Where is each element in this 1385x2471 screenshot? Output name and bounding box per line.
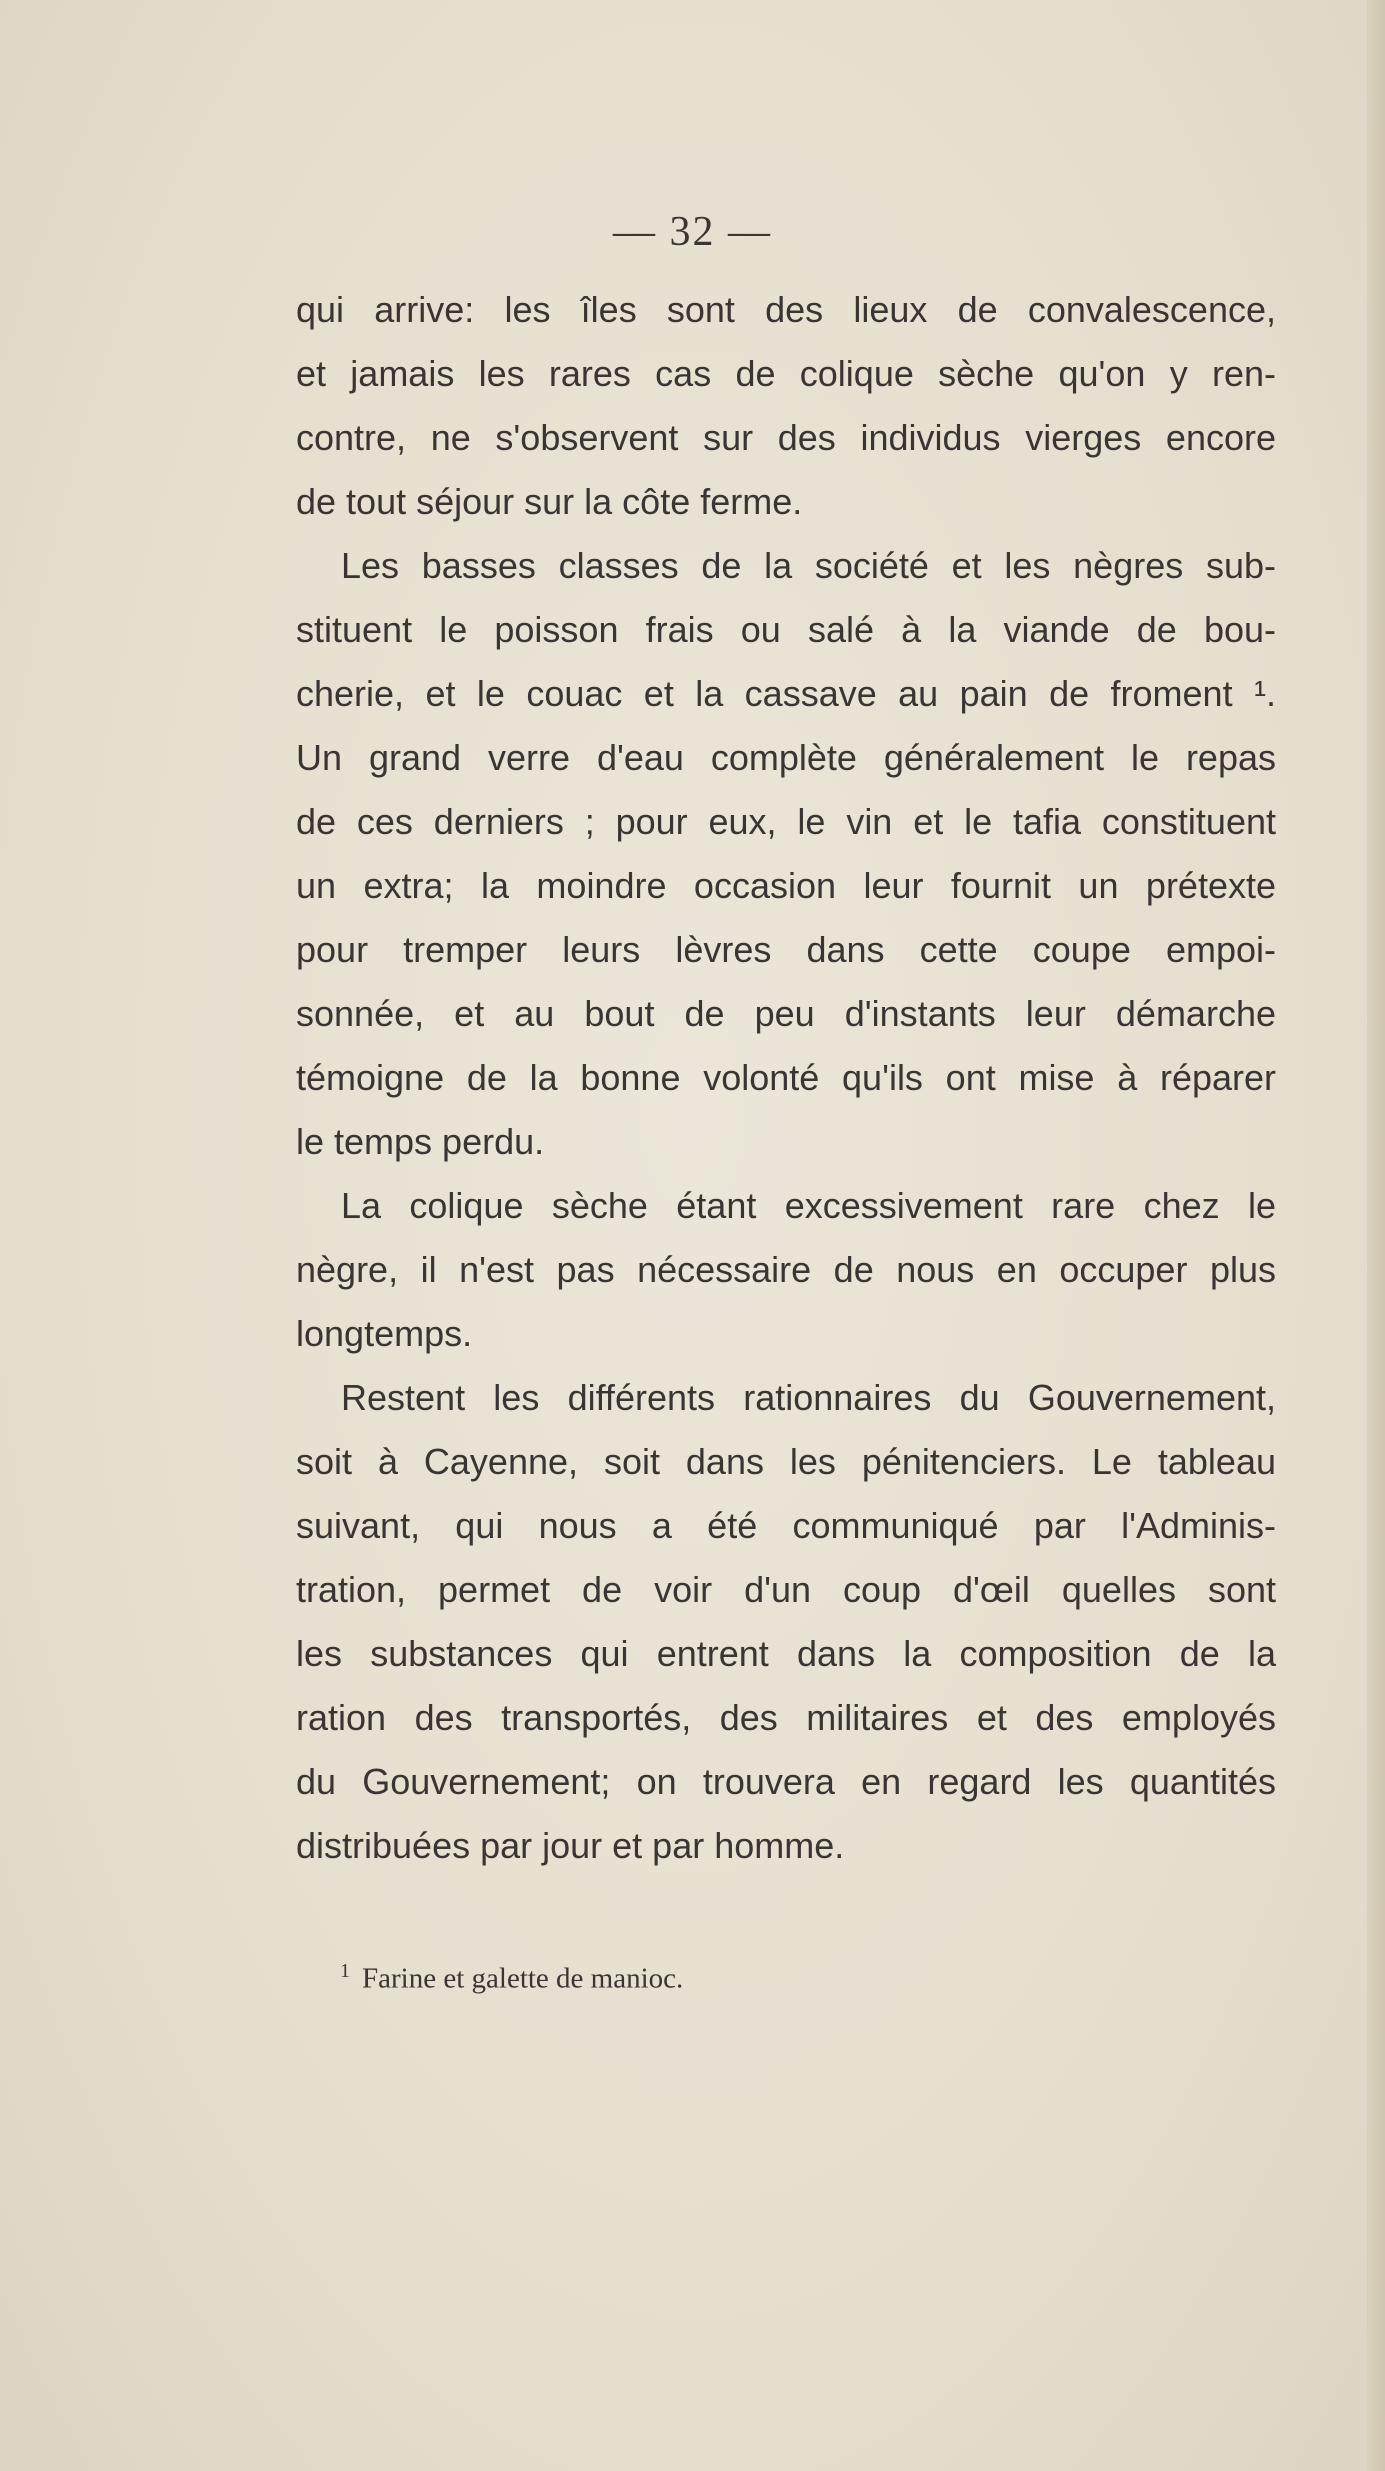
text-line-15: La colique sèche étant excessivement rare chez le: [341, 1185, 1276, 1226]
text-line-13: témoigne de la bonne volonté qu'ils ont mise à réparer: [296, 1057, 1276, 1098]
text-line-21: tration, permet de voir d'un coup d'œil quelles sont: [296, 1569, 1276, 1610]
text-line-9: de ces derniers ; pour eux, le vin et le tafia constituent: [296, 801, 1276, 842]
text-line-2: et jamais les rares cas de colique sèche qu'on y ren-: [296, 353, 1276, 394]
text-line-5: Les basses classes de la société et les nègres sub-: [341, 545, 1276, 586]
text-line-12: sonnée, et au bout de peu d'instants leur démarche: [296, 993, 1276, 1034]
text-line-6: stituent le poisson frais ou salé à la viande de bou-: [296, 609, 1276, 650]
page-number: — 32 —: [613, 209, 772, 255]
text-line-4: de tout séjour sur la côte ferme.: [296, 481, 803, 522]
text-line-22: les substances qui entrent dans la composition de la: [296, 1633, 1276, 1674]
text-line-20: suivant, qui nous a été communiqué par l'Adminis-: [296, 1505, 1276, 1546]
text-line-11: pour tremper leurs lèvres dans cette coupe empoi-: [296, 929, 1276, 970]
footnote-marker: 1: [340, 1960, 350, 1982]
text-line-16: nègre, il n'est pas nécessaire de nous en occuper plus: [296, 1249, 1276, 1290]
text-line-19: soit à Cayenne, soit dans les pénitenciers. Le tableau: [296, 1441, 1276, 1482]
text-line-17: longtemps.: [296, 1313, 473, 1354]
text-line-7: cherie, et le couac et la cassave au pain de froment ¹.: [296, 673, 1276, 714]
text-line-1: qui arrive: les îles sont des lieux de convalescence,: [296, 289, 1276, 330]
text-line-24: du Gouvernement; on trouvera en regard les quantités: [296, 1761, 1276, 1802]
footnote-text: Farine et galette de manioc.: [362, 1962, 684, 1995]
text-line-10: un extra; la moindre occasion leur fournit un prétexte: [296, 865, 1276, 906]
text-line-3: contre, ne s'observent sur des individus vierges encore: [296, 417, 1276, 458]
text-line-8: Un grand verre d'eau complète généralement le repas: [296, 737, 1276, 778]
page-edge: [1367, 0, 1385, 2471]
text-line-25: distribuées par jour et par homme.: [296, 1825, 845, 1866]
text-line-23: ration des transportés, des militaires et des employés: [296, 1697, 1276, 1738]
text-line-18: Restent les différents rationnaires du Gouvernement,: [341, 1377, 1276, 1418]
footnote: [340, 1960, 683, 1996]
body-text: [296, 278, 1276, 1878]
text-line-14: le temps perdu.: [296, 1121, 545, 1162]
